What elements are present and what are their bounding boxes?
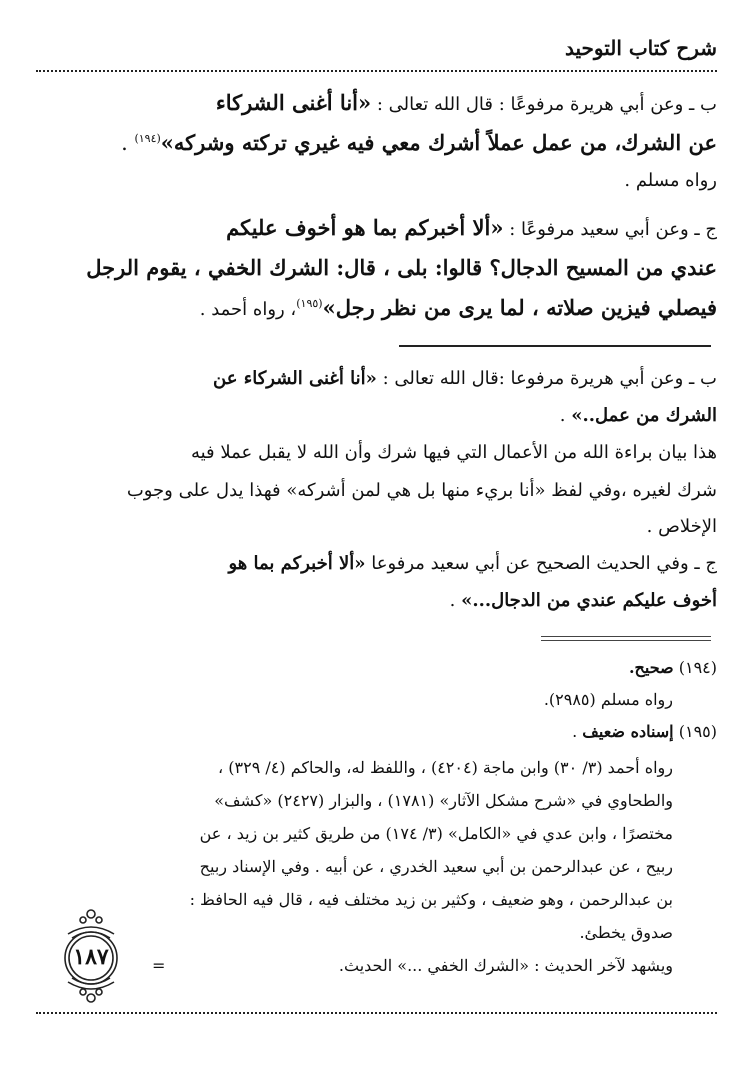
sharh-j-quote-end: أخوف عليكم عندي من الدجال...» xyxy=(461,590,717,611)
footnote-195-line-5: بن عبدالرحمن ، وهو ضعيف ، وكثير بن زيد مختلف فيه ، قال فيه الحافظ : xyxy=(189,890,673,909)
footnote-195-line-7: ويشهد لآخر الحديث : «الشرك الخفي ...» الحديث. xyxy=(338,956,673,975)
footnote-195-line-2: والطحاوي في «شرح مشكل الآثار» (١٧٨١) ، والبزار (٢٤٢٧) «كشف» xyxy=(214,791,673,810)
sharh-j-line-1 xyxy=(36,553,717,574)
matn-j-source: ، رواه أحمد . xyxy=(199,299,297,320)
footnote-195-line-6: صدوق يخطئ. xyxy=(579,923,673,942)
matn-b-intro: ب ـ وعن أبي هريرة مرفوعًا : قال الله تعالى : xyxy=(371,94,717,115)
running-header-title: شرح كتاب التوحيد xyxy=(564,36,717,60)
footnote-194-grade: صحيح. xyxy=(628,658,674,677)
matn-j-line-2: عندي من المسيح الدجال؟ قالوا: بلى ، قال: الشرك الخفي ، يقوم الرجل xyxy=(86,255,717,280)
sharh-paragraph-line-2: شرك لغيره ،وفي لفظ «أنا بريء منها بل هي لمن أشركه» فهذا يدل على وجوب xyxy=(126,480,717,501)
footnote-separator-bottom xyxy=(541,640,711,641)
footnote-separator-top xyxy=(541,636,711,637)
matn-b-line-3: رواه مسلم . xyxy=(624,170,717,191)
footer-divider xyxy=(36,1012,717,1014)
footnote-194-heading xyxy=(36,658,717,677)
footnote-ref-194: (١٩٤) xyxy=(134,132,161,145)
page-number-badge xyxy=(48,906,134,1004)
matn-j-line-3 xyxy=(36,295,717,320)
matn-b-line-1 xyxy=(36,90,717,115)
footnote-ref-195: (١٩٥) xyxy=(296,297,323,310)
sharh-b-intro: ب ـ وعن أبي هريرة مرفوعا :قال الله تعالى : xyxy=(376,368,717,389)
footnote-194-text: رواه مسلم (٢٩٨٥). xyxy=(543,690,673,709)
page-number: ١٨٧ xyxy=(73,944,109,970)
matn-b-quote-start: «أنا أغنى الشركاء xyxy=(215,90,372,115)
matn-b-quote-end: عن الشرك، من عمل عملاً أشرك معي فيه غيري تركته وشركه» xyxy=(160,130,717,155)
footnote-194-number: (١٩٤) xyxy=(678,658,717,677)
footnote-195-line-1: رواه أحمد (٣/ ٣٠) وابن ماجة (٤٢٠٤) ، واللفظ له، والحاكم (٤/ ٣٢٩) ، xyxy=(218,758,673,777)
footnote-195-grade: إسناده ضعيف xyxy=(582,722,674,741)
matn-j-line-1 xyxy=(36,215,717,240)
sharh-j-intro: ج ـ وفي الحديث الصحيح عن أبي سعيد مرفوعا xyxy=(365,553,717,574)
continuation-mark: = xyxy=(152,956,166,975)
footnote-195-heading: (١٩٥) إسناده ضعيف . xyxy=(572,722,717,741)
sharh-b-line-2: الشرك من عمل..» . xyxy=(559,405,717,426)
sharh-b-line-1 xyxy=(36,368,717,389)
matn-j-quote-start: «ألا أخبركم بما هو أخوف عليكم xyxy=(226,215,504,240)
matn-b-line-2: عن الشرك، من عمل عملاً أشرك معي فيه غيري تركته وشركه»$^{(١٩٤)}$ . xyxy=(121,130,717,155)
footnote-195-line-4: ربيح ، عن عبدالرحمن بن أبي سعيد الخدري ، عن أبيه . وفي الإسناد ربيح xyxy=(199,857,673,876)
footnote-195-number: (١٩٥) xyxy=(678,722,717,741)
matn-sharh-separator xyxy=(399,345,711,347)
matn-j-quote-end: فيصلي فيزين صلاته ، لما يرى من نظر رجل» xyxy=(322,295,717,320)
header-divider xyxy=(36,70,717,72)
sharh-b-quote-end: الشرك من عمل..» xyxy=(571,405,717,426)
sharh-b-quote-start: «أنا أغنى الشركاء عن xyxy=(213,368,377,389)
sharh-j-quote-start: «ألا أخبركم بما هو xyxy=(228,553,366,574)
matn-j-intro: ج ـ وعن أبي سعيد مرفوعًا : xyxy=(503,219,717,240)
sharh-paragraph-line-1: هذا بيان براءة الله من الأعمال التي فيها شرك وأن الله لا يقبل عملا فيه xyxy=(190,442,717,463)
sharh-j-line-2: أخوف عليكم عندي من الدجال...» . xyxy=(449,590,717,611)
sharh-paragraph-line-3: الإخلاص . xyxy=(646,516,717,537)
footnote-195-line-3: مختصرًا ، وابن عدي في «الكامل» (٣/ ١٧٤) من طريق كثير بن زيد ، عن xyxy=(199,824,673,843)
